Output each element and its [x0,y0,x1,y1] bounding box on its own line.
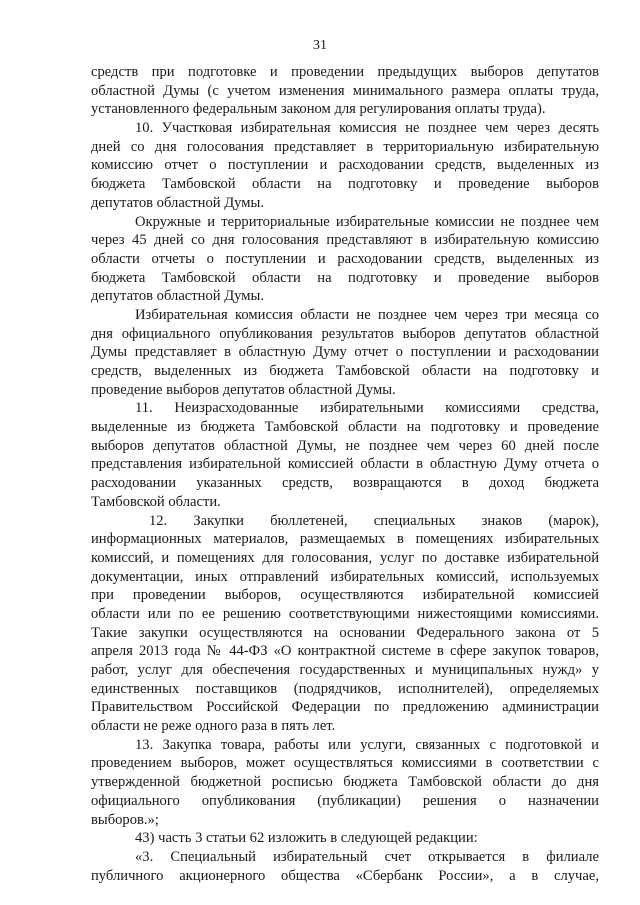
text-line: проведение выборов депутатов областной Думы. [91,381,396,398]
text-line: через 45 дней со дня голосования представляют в избирательную комиссию [91,232,599,249]
text-line: работ, услуг для обеспечения государственных и муниципальных нужд» у [91,662,599,678]
text-line: утвержденной бюджетной росписью бюджета Тамбовской области до дня [91,774,599,791]
text-line: апреля 2013 года № 44-ФЗ «О контрактной системе в сфере закупок товаров, [91,643,599,660]
text-line: выборов депутатов областной Думы, не позднее чем через 60 дней после [91,437,599,454]
text-line: документации, иных отправлений избирательных комиссий, используемых [91,568,599,585]
text-line: дня официального опубликования результатов выборов депутатов областной [91,325,599,342]
text-line: выборов.»; [91,811,159,828]
text-line: официального опубликования (публикации) решения о назначении [91,792,599,809]
text-line: бюджета Тамбовской области на подготовку и проведение выборов [91,176,599,193]
text-line: Думы представляет в областную Думу отчет о поступлении и расходовании [91,344,599,361]
text-line: установленного федеральным законом для регулирования оплаты труда). [91,101,546,118]
text-line: Такие закупки осуществляются на основании Федерального закона от 5 [91,624,599,641]
text-line: области или по ее решению соответствующими нижестоящими комиссиями. [91,605,599,622]
text-line: Тамбовской области. [91,493,221,510]
text-line: публичного акционерного общества «Сбербанк России», а в случае, [91,867,599,884]
text-line: при проведении выборов, осуществляются избирательной комиссией [91,587,599,604]
text-line: Окружные и территориальные избирательные комиссии не позднее чем [135,213,599,230]
text-line: депутатов областной Думы. [91,288,264,305]
text-line: расходовании указанных средств, возвращаются в доход бюджета [91,475,599,492]
text-line: средств при подготовке и проведении предыдущих выборов депутатов [91,64,599,80]
text-line: информационных материалов, размещаемых в помещениях избирательных [91,531,599,548]
text-line: 10. Участковая избирательная комиссия не позднее чем через десять [135,120,599,137]
text-line: 12. Закупки бюллетеней, специальных знаков (марок), [149,512,599,529]
page-number: 31 [313,38,327,53]
text-line: комиссий, и помещениях для голосования, услуг по доставке избирательной [91,549,599,566]
text-line: 13. Закупка товара, работы или услуги, связанных с подготовкой и [135,736,599,753]
text-line: 11. Неизрасходованные избирательными комиссиями средства, [135,400,599,417]
text-line: области не реже одного раза в пять лет. [91,718,336,735]
text-line: средств, выделенных из бюджета Тамбовской области на подготовку и [91,363,599,379]
text-line: депутатов областной Думы. [91,194,264,211]
text-line: проведением выборов, может осуществляться комиссиями в соответствии с [91,755,599,772]
text-line: 43) часть 3 статьи 62 изложить в следующей редакции: [135,830,478,847]
document-body [91,63,599,885]
text-line: единственных поставщиков (подрядчиков, исполнителей), определяемых [91,680,599,697]
text-line: выделенные из бюджета Тамбовской области на подготовку и проведение [91,419,599,436]
text-line: комиссию отчет о поступлении и расходовании средств, выделенных из [91,157,599,174]
text-line: дней со дня голосования представляет в территориальную избирательную [91,138,599,155]
text-line: бюджета Тамбовской области на подготовку и проведение выборов [91,269,599,286]
text-line: Избирательная комиссия области не позднее чем через три месяца со [135,306,599,323]
text-line: областной Думы (с учетом изменения минимального размера оплаты труда, [91,82,599,99]
text-line: области отчеты о поступлении и расходовании средств, выделенных из [91,250,599,267]
text-line: «3. Специальный избирательный счет открывается в филиале [135,848,599,865]
text-line: Правительством Российской Федерации по предложению администрации [91,699,599,716]
text-line: представления избирательной комиссией области в областную Думу отчета о [91,456,599,473]
